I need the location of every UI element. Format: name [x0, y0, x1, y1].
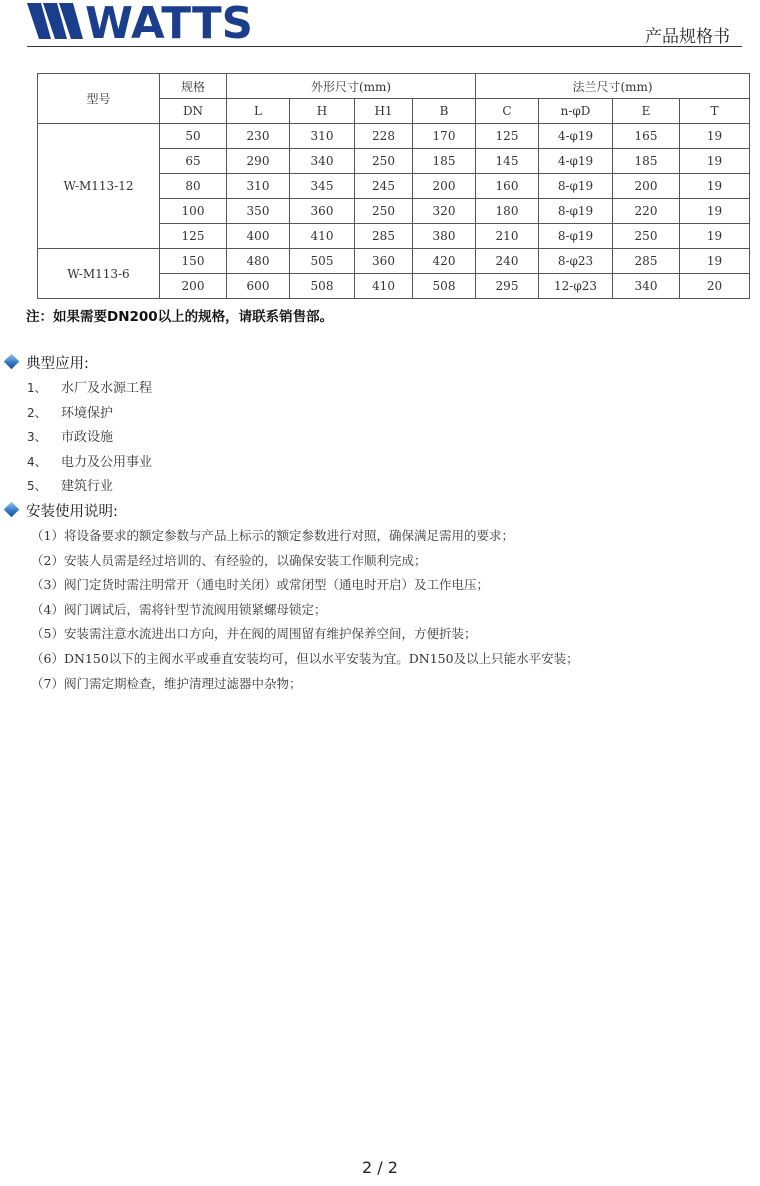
table-cell: 20: [680, 274, 750, 299]
table-cell: 400: [227, 224, 290, 249]
col-header: C: [476, 99, 539, 124]
spec-table: [37, 73, 750, 299]
dn-cell: 50: [160, 124, 227, 149]
table-cell: 240: [476, 249, 539, 274]
dn-cell: 65: [160, 149, 227, 174]
col-header: B: [413, 99, 476, 124]
list-item: （2）安装人员需是经过培训的、有经验的，以确保安装工作顺利完成；: [31, 552, 427, 568]
table-cell: 165: [613, 124, 680, 149]
col-header: T: [680, 99, 750, 124]
note-text: 注：如果需要DN200以上的规格，请联系销售部。: [26, 309, 334, 325]
table-cell: 285: [613, 249, 680, 274]
list-item: 1、 水厂及水源工程: [27, 381, 153, 396]
table-cell: 290: [227, 149, 290, 174]
table-cell: 170: [413, 124, 476, 149]
dn-cell: 80: [160, 174, 227, 199]
table-cell: 410: [355, 274, 413, 299]
table-cell: 8-φ23: [539, 249, 613, 274]
table-cell: 210: [476, 224, 539, 249]
flange-dimension-header: 法兰尺寸(mm): [476, 74, 750, 99]
header-divider: [27, 46, 742, 47]
table-cell: 480: [227, 249, 290, 274]
table-cell: 12-φ23: [539, 274, 613, 299]
applications-title: 典型应用:: [4, 352, 89, 373]
dn-cell: 100: [160, 199, 227, 224]
dn-cell: 200: [160, 274, 227, 299]
table-cell: 185: [413, 149, 476, 174]
table-cell: 19: [680, 224, 750, 249]
col-header: L: [227, 99, 290, 124]
table-cell: 250: [613, 224, 680, 249]
table-cell: 505: [290, 249, 355, 274]
col-dn-header: DN: [160, 99, 227, 124]
table-cell: 350: [227, 199, 290, 224]
model-cell: W-M113-6: [38, 249, 160, 299]
col-spec-header: 规格: [160, 74, 227, 99]
dn-cell: 125: [160, 224, 227, 249]
installation-title: 安装使用说明:: [4, 500, 118, 521]
table-row: [38, 249, 750, 274]
table-cell: 4-φ19: [539, 149, 613, 174]
col-model-header: 型号: [38, 74, 160, 124]
table-cell: 19: [680, 249, 750, 274]
table-cell: 19: [680, 124, 750, 149]
col-header: E: [613, 99, 680, 124]
table-cell: 600: [227, 274, 290, 299]
table-cell: 185: [613, 149, 680, 174]
list-item: （5）安装需注意水流进出口方向，并在阀的周围留有维护保养空间，方便折装；: [31, 626, 477, 642]
list-item: （4）阀门调试后，需将针型节流阀用锁紧螺母锁定；: [31, 601, 327, 617]
document-title: 产品规格书: [645, 27, 730, 47]
table-cell: 19: [680, 199, 750, 224]
table-cell: 160: [476, 174, 539, 199]
list-item: （6）DN150以下的主阀水平或垂直安装均可，但以水平安装为宜。DN150及以上只能水平安装；: [31, 650, 579, 666]
table-cell: 8-φ19: [539, 174, 613, 199]
table-cell: 180: [476, 199, 539, 224]
page-number: 2 / 2: [362, 1158, 398, 1177]
table-row: [38, 124, 750, 149]
table-cell: 245: [355, 174, 413, 199]
applications-list: [27, 376, 152, 499]
table-cell: 230: [227, 124, 290, 149]
table-cell: 340: [613, 274, 680, 299]
col-header: n-φD: [539, 99, 613, 124]
list-item: （1）将设备要求的额定参数与产品上标示的额定参数进行对照，确保满足需用的要求；: [31, 528, 514, 543]
outer-dimension-header: 外形尺寸(mm): [227, 74, 476, 99]
installation-list: [31, 524, 579, 696]
table-cell: 310: [290, 124, 355, 149]
table-cell: 250: [355, 199, 413, 224]
table-cell: 310: [227, 174, 290, 199]
dn-cell: 150: [160, 249, 227, 274]
col-header: H1: [355, 99, 413, 124]
table-cell: 125: [476, 124, 539, 149]
table-cell: 320: [413, 199, 476, 224]
col-header: H: [290, 99, 355, 124]
table-cell: 228: [355, 124, 413, 149]
watts-logo: [27, 1, 255, 41]
table-cell: 420: [413, 249, 476, 274]
table-cell: 200: [413, 174, 476, 199]
table-cell: 145: [476, 149, 539, 174]
table-cell: 345: [290, 174, 355, 199]
table-cell: 360: [355, 249, 413, 274]
table-cell: 285: [355, 224, 413, 249]
table-cell: 360: [290, 199, 355, 224]
list-item: 4、 电力及公用事业: [27, 454, 153, 470]
list-item: 3、 市政设施: [27, 430, 114, 446]
list-item: 5、 建筑行业: [27, 479, 114, 495]
logo-text: WATTS: [85, 1, 253, 41]
table-cell: 8-φ19: [539, 199, 613, 224]
table-cell: 340: [290, 149, 355, 174]
table-cell: 508: [413, 274, 476, 299]
table-cell: 380: [413, 224, 476, 249]
model-cell: W-M113-12: [38, 124, 160, 249]
table-cell: 19: [680, 174, 750, 199]
table-cell: 200: [613, 174, 680, 199]
table-cell: 19: [680, 149, 750, 174]
table-cell: 220: [613, 199, 680, 224]
table-cell: 410: [290, 224, 355, 249]
list-item: 2、 环境保护: [27, 405, 114, 421]
table-cell: 4-φ19: [539, 124, 613, 149]
diamond-bullet-icon: [4, 502, 20, 518]
diamond-bullet-icon: [4, 354, 20, 370]
table-cell: 508: [290, 274, 355, 299]
table-cell: 295: [476, 274, 539, 299]
table-cell: 8-φ19: [539, 224, 613, 249]
list-item: （3）阀门定货时需注明常开（通电时关闭）或常闭型（通电时开启）及工作电压；: [31, 577, 489, 593]
list-item: （7）阀门需定期检查，维护清理过滤器中杂物；: [31, 675, 302, 691]
table-cell: 250: [355, 149, 413, 174]
